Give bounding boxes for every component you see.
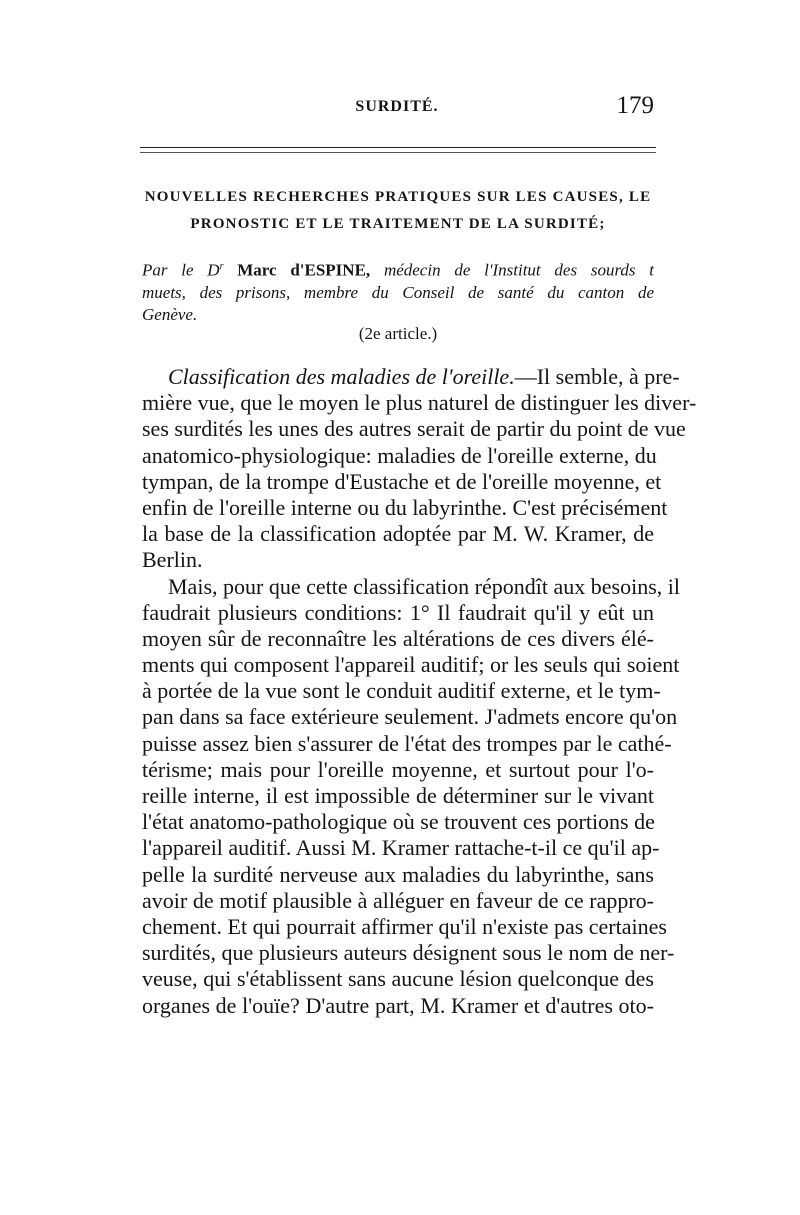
body-line: anatomico-physiologique: maladies de l'oreille externe, du — [142, 442, 657, 468]
body-line: reille interne, il est impossible de déterminer sur le vivant — [142, 783, 654, 808]
byline-line-2: muets, des prisons, membre du Conseil de santé du canton de — [142, 282, 654, 302]
body-line: faudrait plusieurs conditions: 1° Il faudrait qu'il y eût un — [142, 599, 654, 625]
body-line: enfin de l'oreille interne ou du labyrinthe. C'est précisément — [142, 494, 668, 520]
body-line: pelle la surdité nerveuse aux maladies du labyrinthe, sans — [142, 861, 654, 887]
article-title — [142, 184, 654, 238]
body-line: chement. Et qui pourrait affirmer qu'il n'existe pas certaines — [142, 913, 667, 939]
byline-author: Marc d'ESPINE, — [237, 260, 371, 280]
body-line: tympan, de la trompe d'Eustache et de l'oreille moyenne, et — [142, 468, 662, 494]
byline-prefix: Par le D — [142, 260, 220, 280]
body-line: surdités, que plusieurs auteurs désignent sous le nom de ner- — [142, 940, 675, 966]
byline-line-3: Genève. — [142, 304, 198, 324]
body-line: térisme; mais pour l'oreille moyenne, et surtout pour l'o- — [142, 756, 654, 782]
part-label: (2e article.) — [358, 324, 438, 343]
body-line: à portée de la vue sont le conduit auditif externe, et le tym- — [142, 678, 661, 704]
header-rule-top — [140, 147, 656, 148]
article-title-line: NOUVELLES RECHERCHES PRATIQUES SUR LES CAUSES, LE — [144, 189, 652, 205]
article-title-line: PRONOSTIC ET LE TRAITEMENT DE LA SURDITÉ; — [190, 216, 606, 232]
byline — [142, 256, 654, 326]
byline-prefix-sup: r — [219, 261, 224, 272]
body-line: l'état anatomo-pathologique où se trouvent ces portions de — [142, 809, 655, 835]
body-line: moyen sûr de reconnaître les altérations de ces divers élé- — [142, 625, 654, 651]
body-line: la base de la classification adoptée par M. W. Kramer, de — [142, 521, 654, 547]
running-title: SURDITÉ. — [355, 98, 439, 115]
byline-affiliation: médecin de l'Institut des sourds t — [383, 260, 655, 280]
body-line: Berlin. — [142, 547, 203, 573]
body-line: veuse, qui s'établissent sans aucune lésion quelconque des — [142, 966, 654, 992]
body-line: Mais, pour que cette classification répondît aux besoins, il — [168, 573, 680, 599]
body-line: puisse assez bien s'assurer de l'état des trompes par le cathé- — [142, 730, 672, 756]
body-line-text: —Il semble, à pre- — [514, 364, 680, 389]
body-line: organes de l'ouïe? D'autre part, M. Kramer et d'autres oto- — [142, 992, 654, 1018]
header-rule-bottom — [140, 152, 656, 153]
page-header — [138, 92, 656, 132]
page-number: 179 — [616, 92, 654, 119]
body-line — [142, 364, 680, 390]
body-line: mière vue, que le moyen le plus naturel de distinguer les diver- — [142, 390, 697, 416]
body-line: avoir de motif plausible à alléguer en faveur de ce rappro- — [142, 887, 654, 913]
body-line: ments qui composent l'appareil auditif; or les seuls qui soient — [142, 652, 680, 678]
byline-line-1 — [142, 256, 654, 282]
body-line: pan dans sa face extérieure seulement. J'admets encore qu'on — [142, 704, 678, 730]
body-text — [142, 364, 697, 1019]
body-line: l'appareil auditif. Aussi M. Kramer rattache-t-il ce qu'il ap- — [142, 835, 660, 861]
body-line: ses surdités les unes des autres serait de partir du point de vue — [142, 416, 686, 442]
section-heading: Classification des maladies de l'oreille. — [168, 364, 515, 389]
